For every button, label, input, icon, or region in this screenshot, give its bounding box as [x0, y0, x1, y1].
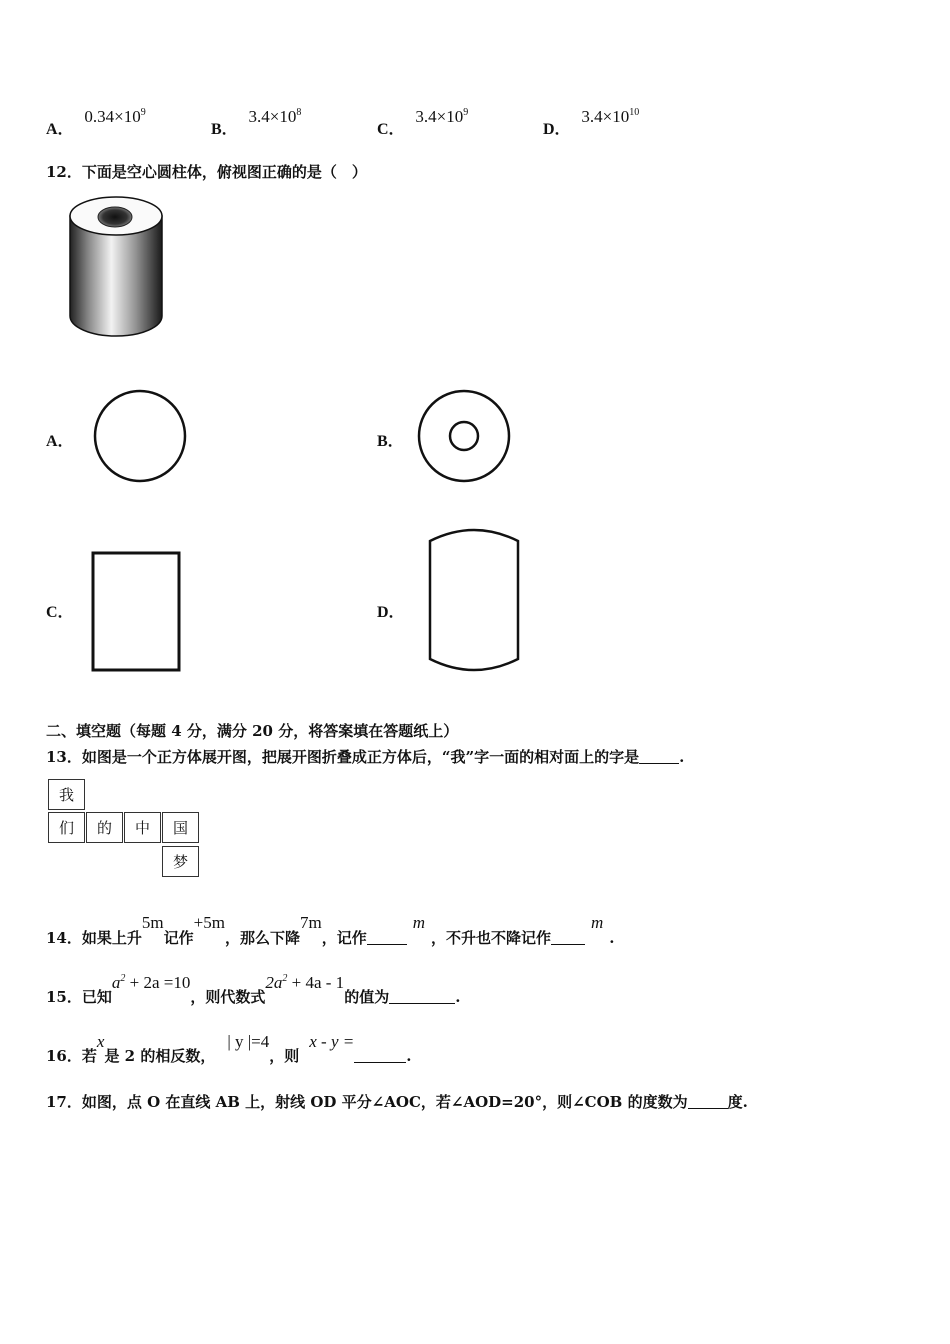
q14-text-1: 如果上升 — [81, 929, 142, 947]
q12-option-a-label: A． — [46, 433, 74, 450]
q12-option-c-label: C． — [46, 604, 74, 621]
q11-option-a — [46, 104, 146, 138]
q14-text-4: ，记作 — [321, 929, 367, 947]
q16-end: . — [406, 1047, 412, 1065]
q16-text-1: 若 — [81, 1047, 97, 1065]
net-cell-men: 们 — [48, 812, 85, 843]
q12-option-d-label: D． — [377, 604, 405, 621]
q14-number: 14． — [46, 929, 82, 947]
q12-option-a-circle — [92, 388, 188, 484]
q16-answer-blank — [354, 1047, 406, 1063]
q15-expression: $2a^2 + 4a - 1$ — [265, 973, 345, 992]
q11-option-d-value: $3.4\times 10^{10}$ — [581, 107, 640, 126]
q11-option-d-letter: D． — [543, 121, 571, 138]
q15-text-1: 已知 — [81, 988, 112, 1006]
q16-expression: x - y = — [309, 1032, 355, 1051]
q11-option-a-value: $0.34\times 10^9$ — [84, 107, 146, 126]
q14-unit-1: m — [412, 913, 425, 932]
q16-text-2: 是 2 的相反数， — [104, 1047, 216, 1065]
q16-question — [46, 1031, 412, 1065]
net-cell-wo: 我 — [48, 779, 85, 810]
q14-unit-2: m — [591, 913, 604, 932]
q16-var-x: x — [96, 1032, 105, 1051]
q12-option-b-annulus — [416, 388, 512, 484]
q13-end: . — [679, 748, 685, 766]
q16-abs-value: | y |=4 — [227, 1032, 270, 1051]
q11-option-c-letter: C． — [377, 121, 405, 138]
q13-text: 13．如图是一个正方体展开图，把展开图折叠成正方体后，“我”字一面的相对面上的字是 — [46, 748, 640, 766]
q15-text-3: 的值为 — [344, 988, 390, 1006]
q15-equation: $a^2 + 2a =10$ — [111, 973, 191, 992]
q15-number: 15． — [46, 988, 82, 1006]
q11-option-a-letter: A． — [46, 121, 74, 138]
q14-end: . — [609, 929, 615, 947]
q15-answer-blank — [389, 988, 455, 1004]
net-cell-guo: 国 — [162, 812, 199, 843]
q12-option-b-label: B． — [377, 433, 404, 450]
q14-math-1: 5m — [141, 913, 164, 932]
q14-math-2: +5m — [193, 913, 225, 932]
net-cell-meng: 梦 — [162, 846, 199, 877]
q14-question — [46, 912, 615, 947]
q17-end: 度. — [727, 1093, 748, 1111]
q13-answer-blank — [639, 748, 679, 764]
q11-option-c-value: $3.4\times 10^9$ — [415, 107, 469, 126]
net-cell-zhong: 中 — [124, 812, 161, 843]
q11-option-b-letter: B． — [211, 121, 238, 138]
q16-text-3: ，则 — [269, 1047, 300, 1065]
q16-number: 16． — [46, 1047, 82, 1065]
q14-text-3: ，那么下降 — [224, 929, 300, 947]
q11-option-d — [543, 104, 640, 138]
q11-option-b-value: $3.4\times 10^8$ — [248, 107, 302, 126]
q11-option-c — [377, 104, 469, 138]
q13-question — [46, 746, 684, 767]
q17-question — [46, 1091, 748, 1112]
q12-question: 12．下面是空心圆柱体，俯视图正确的是（ ） — [46, 163, 367, 181]
q14-answer-blank-2 — [551, 929, 585, 945]
q15-end: . — [455, 988, 461, 1006]
net-cell-de: 的 — [86, 812, 123, 843]
q14-text-2: 记作 — [163, 929, 194, 947]
q12-option-d-arched-shape — [426, 525, 522, 675]
q17-text: 17．如图，点 O 在直线 AB 上，射线 OD 平分∠AOC，若∠AOD=20°，则∠COB 的度数为 — [46, 1093, 688, 1111]
q11-option-b — [211, 104, 302, 138]
q14-answer-blank-1 — [367, 929, 407, 945]
q12-option-c-rectangle — [91, 551, 181, 672]
q15-text-2: ，则代数式 — [190, 988, 266, 1006]
q17-answer-blank — [688, 1093, 728, 1109]
q15-question — [46, 972, 461, 1006]
q14-math-3: 7m — [299, 913, 322, 932]
section-heading: 二、填空题（每题 4 分，满分 20 分，将答案填在答题纸上） — [46, 722, 459, 740]
q14-text-5: ，不升也不降记作 — [431, 929, 552, 947]
hollow-cylinder-figure — [66, 194, 166, 339]
